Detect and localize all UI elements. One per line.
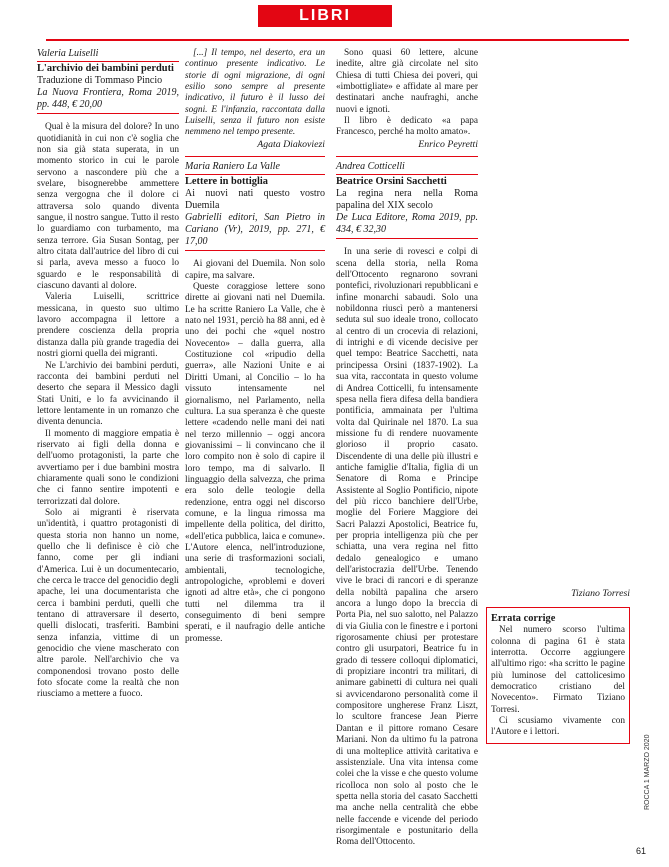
review3-title: Beatrice Orsini Sacchetti xyxy=(336,176,447,188)
review1-paragraph: Il momento di maggiore empatia è riservato ai figli della donna e dell'uomo protagonisti, la parte che avvertiamo per i due bambini mostra chiaramente quali sono le condizioni che ci fanno sentire impotenti e terrorizzati dal dolore. xyxy=(37,428,179,507)
review2-paragraph: Il libro è dedicato «a papa Francesco, perché ha molto amato». xyxy=(336,116,478,138)
review2-subtitle: Ai nuovi nati questo vostro Duemila xyxy=(185,188,325,212)
errata-closing: Ci scusiamo vivamente con l'Autore e i lettori. xyxy=(491,716,625,738)
review1-author: Valeria Luiselli xyxy=(37,48,179,62)
header-rule xyxy=(46,39,629,41)
review1-paragraph: Ne L'archivio dei bambini perduti, racconta dei bambini perduti nel deserto che separa il Messico dagli Stati Uniti, e lo fa avvicinando il lettore lentamente in un romanzo che diventa denuncia. xyxy=(37,360,179,428)
review1-paragraph: Valeria Luiselli, scrittrice messicana, in questo suo ultimo lavoro accompagna il lettore a prendere coscienza della propria distanza dalla più grande tragedia dei nostri giorni quella dei migranti. xyxy=(37,292,179,360)
review1-paragraph-cont: Solo ai migranti è riservata un'identità, i quattro protagonisti di questa storia non hanno un nome, quello che li definisce è ciò che fanno, come per gli indiani d'America. Lui è un documentecario, che cerca le tracce del genocidio degli apache, lei una documentarista che cerca i bambini perduti, quelli che tentano di attraversare il deserto, quelli dislocati, trasferiti. Bambini senza infanzia, vittime di un genocidio che viene mascherato con altre parole. Nell'archivio che va componendosi trovano posto delle foto sfocate come la realtà che non riusciamo a mettere a fuoco. xyxy=(37,507,179,700)
divider xyxy=(185,156,325,157)
review2-signature: Enrico Peyretti xyxy=(418,138,478,150)
review3-subtitle: La regina nera nella Roma papalina del XIX secolo xyxy=(336,188,478,212)
issue-label-text: ROCCA 1 MARZO 2020 xyxy=(644,734,651,810)
review2-paragraph: Queste coraggiose lettere sono dirette ai giovani nati nel Duemila. Le ha scritte Raniero La Valle, che è nato nel 1931, perciò ha 88 anni, ed è uno dei pochi che «quel nostro Novecento» – dalla guerra, alla Costituzione col «ripudio della guerra», alle Nazioni Unite e ai Diritti Umani, al Concilio – lo ha vissuto intensamente nel giornalismo, nel Parlamento, nella cultura. La sua speranza è che queste lettere «cadendo nelle mani dei nati nel terzo millennio – oggi ancora giovanissimi – li convincano che il loro compito non è solo di capire il loro tempo, ma di salvarlo. Il linguaggio della salvezza, che prima era solo delle teologie della redenzione, entra oggi nel discorso comune, e la lingua rimossa ma impellente della politica, del diritto, «dell'etica pubblica, laica e comune». L'Autore elenca, nell'introduzione, una serie di trasformazioni sociali, ambientali, tecnologiche, antropologiche, «problemi e doveri ignoti ad altre età», che ci pongono tutti nel dilemma tra il conseguimento di beni sempre sperati, e il naufragio delle antiche promesse. xyxy=(185,282,325,644)
review2-paragraph: Ai giovani del Duemila. Non solo capire, ma salvare. xyxy=(185,259,325,281)
review3-paragraph: In una serie di rovesci e colpi di scena della storia, nella Roma dell'Ottocento regnarono sovrani pontefici, rivoluzionari repubblicani e infine monarchi sabaudi. Solo una nobildonna riuscì però a mantenersi seduta sul suo ideale trono, collocato al centro di un crocevia di relazioni, di intrighi e di vicende decisive per quel tempo: Beatrice Sacchetti, nata principessa Orsini (1837-1902). La sua vita, raccontata in questo volume di Andrea Cotticelli, fu intensamente spesa nella fiera difesa della bandiera pontificia, ammainata per l'ultima volta dal Quirinale nel 1870. La sua missione fu di rendere nuovamente glorioso il proprio casato. Discendente di una delle più illustri e antiche famiglie d'Italia, figlia di un Senatore di Roma e Principe Assistente al Soglio Pontificio, nipote del più ricco banchiere dell'Urbe, moglie del Foriere Maggiore dei Sacri Palazzi Apostolici, Beatrice fu, per propria intelligenza più che per schiatta, una vera regina nel fitto dedalo genealogico e umano dell'aristocrazia dell'Urbe. Tenendo vive le braci di rancori e di speranze della nobiltà papalina che arsero ancora a lungo dopo la breccia di Porta Pia, nel suo salotto, nel Palazzo di via Giulia con le finestre e i portoni rigorosamente chiusi per protestare contro gli usurpatori, Beatrice fu in grado di tessere colloqui diplomatici, di propiziare incontri tra militari, di animare gabinetti di cultura nei quali si avvicendarono personalità come il compositore ungherese Franz Liszt, lo scultore francese Jean Pierre Dantan e il pittore romano Cesare Mariani. Non da ultimo fu la patrona di una molteplice attività caritativa e assistenziale. Una vita intensa come colei che la visse e che questo volume ricolloca non solo al posto che le spetta nella storia del casato Sacchetti ma anche nella centralità che ebbe nelle faccende e vicende del periodo risorgimentale e postunitario della Roma dell'Ottocento. xyxy=(336,247,478,848)
review2-title: Lettere in bottiglia xyxy=(185,176,268,188)
errata-title: Errata corrige xyxy=(491,613,556,625)
review3-publisher: De Luca Editore, Roma 2019, pp. 434, € 32,30 xyxy=(336,212,478,239)
review1-quote: [...] Il tempo, nel deserto, era un continuo presente indicativo. Le storie di ogni migrazione, di ogni esilio sono sempre al presente indicativo, il futuro è il lusso dei sogni. E l'infanzia, raccontata dalla Luiselli, senza il futuro non esiste nemmeno nel tempo presente. xyxy=(185,48,325,138)
review3-signature: Tiziano Torresi xyxy=(571,588,630,599)
divider xyxy=(336,156,478,157)
review1-paragraph: Qual è la misura del dolore? In uno quotidianità in cui non c'è soglia che non sia già stata superata, in un momento storico in cui le parole servono a nascondere più che a svelare, bisognerebbe ammettere senza vergogna che il dolore ci attraversa solo quando diventa sangue, il nostro sangue. Tutto il resto lo guardiamo con turbamento, ma senza terrore. Gia Susan Sontag, per altro citata dall'autrice del libro di cui si parla, aveva messo a fuoco lo sguardo e le responsabilità di ciascuno davanti al dolore. xyxy=(37,122,179,292)
column-1 xyxy=(37,48,179,700)
review2-publisher: Gabrielli editori, San Pietro in Cariano (Vr), 2019, pp. 271, € 17,00 xyxy=(185,212,325,251)
column-4 xyxy=(486,48,630,744)
review1-signature: Agata Diakoviezi xyxy=(257,138,325,150)
errata-box xyxy=(486,607,630,743)
page-number: 61 xyxy=(636,846,647,856)
errata-text: Nel numero scorso l'ultima colonna di pagina 61 è stata interrotta. Occorre aggiungere all'ultimo rigo: «ha scritto le pagine più luminose del cattolicesimo democratico cristiano del Novecento». Firmato Tiziano Torresi. xyxy=(491,625,625,715)
review2-author: Maria Raniero La Valle xyxy=(185,161,325,175)
review3-author: Andrea Cotticelli xyxy=(336,161,478,175)
review1-publisher: La Nuova Frontiera, Roma 2019, pp. 448, € 20,00 xyxy=(37,87,179,114)
section-header xyxy=(258,5,392,27)
review1-translation: Traduzione di Tommaso Pincio xyxy=(37,75,163,87)
review2-paragraph: Sono quasi 60 lettere, alcune inedite, altre già circolate nel sito Chiesa di tutti Chiesa dei poveri, qui «imbottigliate» e affidate al mare per destinatari anche naufraghi, anche nuovi e ignoti. xyxy=(336,48,478,115)
column-3 xyxy=(336,48,478,848)
section-title: LIBRI xyxy=(299,7,351,24)
review1-title: L'archivio dei bambini perduti xyxy=(37,63,174,74)
column-2 xyxy=(185,48,325,645)
issue-vertical-label xyxy=(644,690,656,810)
